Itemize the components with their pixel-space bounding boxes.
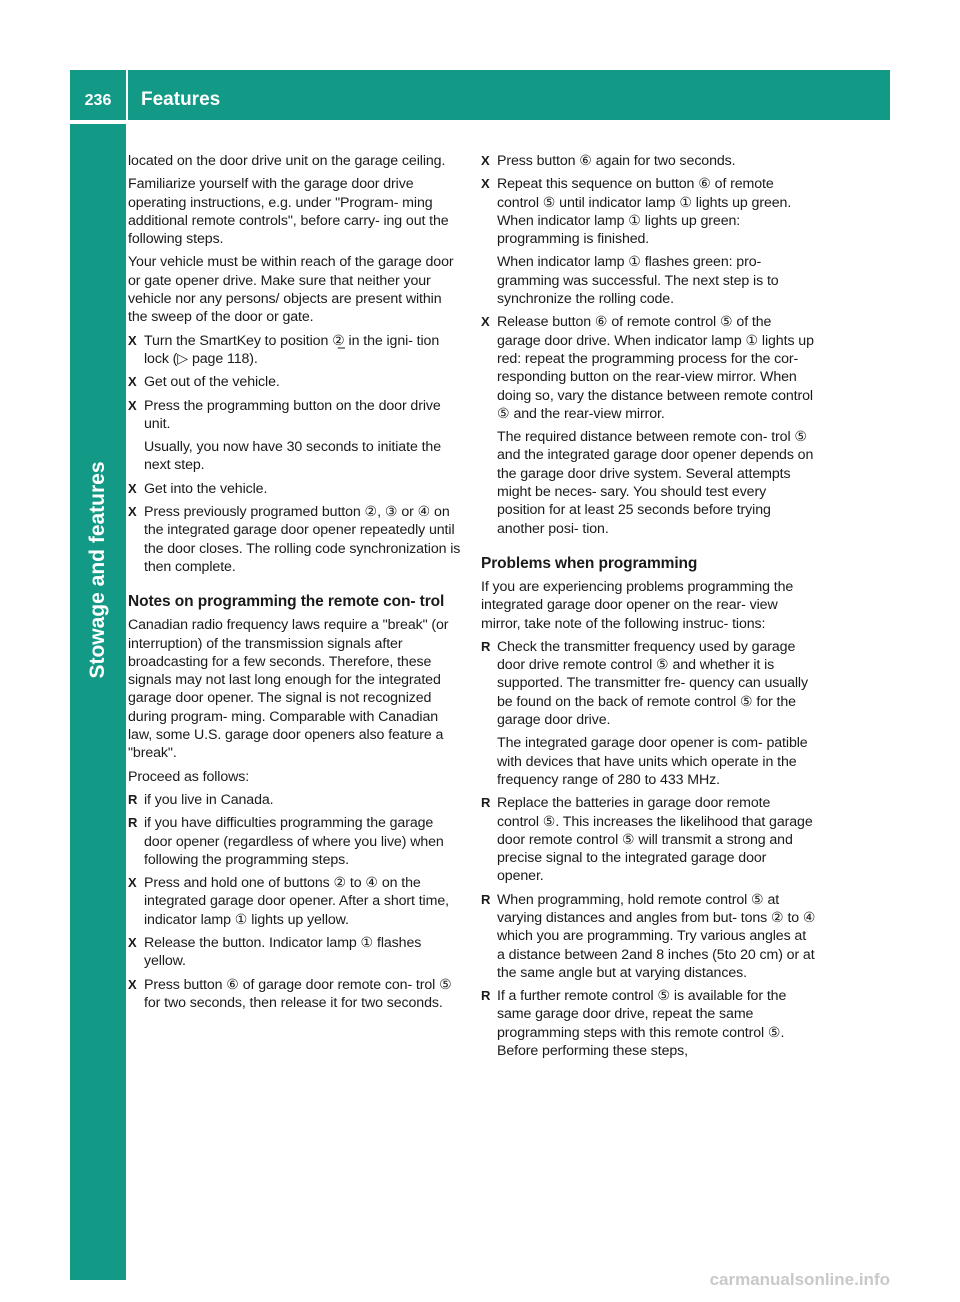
- step-item: [128, 332, 463, 369]
- step-marker-icon: X: [128, 480, 137, 496]
- bullet-marker-icon: R: [481, 988, 491, 1004]
- bullet-text: When programming, hold remote control ⑤ at varying distances and angles from but- tons ② to ④ which you are programming. Try various angles at a distance between 2and 8 inches (5to 20 cm) or at the same angle but at varying distances.: [497, 891, 816, 981]
- step-text: Press previously programed button ②, ③ or ④ on the integrated garage door opener repeatedly until the door closes. The rolling code synchronization is then complete.: [144, 504, 461, 575]
- step-marker-icon: X: [128, 934, 137, 950]
- paragraph: Familiarize yourself with the garage door drive operating instructions, e.g. under "Program- ming additional remote controls", before carry- ing out the following steps.: [128, 176, 449, 248]
- step-text: Release the button. Indicator lamp ① flashes yellow.: [144, 934, 422, 970]
- bullet-text: Check the transmitter frequency used by garage door drive remote control ⑤ and whether it is supported. The transmitter fre- quency can usually be found on the back of remote control ⑤ for the garage door drive.: [497, 638, 808, 729]
- step-item: [481, 313, 816, 538]
- step-item: [128, 976, 463, 1013]
- section-title: Features: [141, 89, 221, 110]
- header-divider: [126, 70, 128, 120]
- step-text: Repeat this sequence on button ⑥ of remote control ⑤ until indicator lamp ① lights up green. When indicator lamp ① lights up green: programming is finished.: [497, 176, 792, 248]
- step-note: The required distance between remote con- trol ⑤ and the integrated garage door opener depends on the garage door drive system. Several attempts might be neces- sary. You should test every position for at least 25 seconds before trying another posi- tion.: [497, 429, 814, 537]
- bullet-text: if you live in Canada.: [144, 791, 274, 808]
- page-number: 236: [84, 92, 112, 109]
- bullet-text: if you have difficulties programming the garage door opener (regardless of where you live) when following the programming steps.: [144, 815, 444, 868]
- step-item: [128, 934, 463, 971]
- step-text: Release button ⑥ of remote control ⑤ of the garage door drive. When indicator lamp ① lights up red: repeat the programming process for the cor- responding button on the rear-view mirror. When doing so, vary the distance between remote control ⑤ and the rear-view mirror.: [497, 314, 814, 422]
- left-column: [128, 152, 463, 1017]
- step-text: Press the programming button on the door drive unit.: [144, 397, 441, 432]
- step-text: Turn the SmartKey to position ②̲ in the igni- tion lock (▷ page 118).: [144, 332, 440, 367]
- bullet-item: [481, 638, 816, 789]
- step-marker-icon: X: [128, 332, 137, 348]
- step-text: Press button ⑥ again for two seconds.: [497, 153, 736, 169]
- step-marker-icon: X: [128, 976, 137, 992]
- section-heading: Problems when programming: [481, 554, 698, 572]
- paragraph: Your vehicle must be within reach of the garage door or gate opener drive. Make sure that neither your vehicle nor any persons/ objects are present within the sweep of the door or gate.: [128, 254, 454, 326]
- bullet-item: [128, 814, 463, 869]
- step-marker-icon: X: [128, 875, 137, 891]
- step-item: [128, 503, 463, 576]
- step-text: Get into the vehicle.: [144, 480, 268, 497]
- step-text: Press and hold one of buttons ② to ④ on the integrated garage door opener. After a short time, indicator lamp ① lights up yellow.: [144, 875, 449, 928]
- bullet-item: [128, 791, 463, 809]
- right-column: [481, 152, 816, 1065]
- paragraph: Canadian radio frequency laws require a "break" (or interruption) of the transmission signals after broadcasting for a few seconds. Therefore, these signals may not last long enough for the integrated garage door opener. The signal is not recognized during program- ming. Comparable with Canadian law, some U.S. garage door openers also feature a "break".: [128, 617, 449, 762]
- step-marker-icon: X: [481, 176, 490, 192]
- step-marker-icon: X: [481, 153, 490, 168]
- step-item: [128, 874, 463, 929]
- bullet-marker-icon: R: [481, 891, 491, 907]
- bullet-item: [481, 891, 816, 982]
- step-marker-icon: X: [481, 314, 490, 330]
- step-item: [481, 152, 816, 170]
- bullet-text: If a further remote control ⑤ is available for the same garage door drive, repeat the same programming steps with this remote control ⑤. Before performing these steps,: [497, 988, 787, 1060]
- step-item: [481, 175, 816, 308]
- step-note: When indicator lamp ① flashes green: pro- gramming was successful. The next step is to synchronize the rolling code.: [497, 254, 779, 308]
- step-item: [128, 397, 463, 475]
- step-marker-icon: X: [128, 374, 137, 390]
- step-item: [128, 373, 463, 391]
- step-marker-icon: X: [128, 397, 137, 413]
- bullet-marker-icon: R: [481, 795, 491, 811]
- bullet-marker-icon: R: [128, 791, 138, 807]
- paragraph: If you are experiencing problems programming the integrated garage door opener on the rear- view mirror, take note of the following instruc- tions:: [481, 578, 794, 632]
- watermark: carmanualsonline.info: [709, 1270, 890, 1289]
- step-item: [128, 480, 463, 498]
- side-tab-label: Stowage and features: [86, 461, 109, 679]
- step-note: Usually, you now have 30 seconds to initiate the next step.: [144, 439, 441, 474]
- section-heading: Notes on programming the remote con- trol: [128, 593, 445, 611]
- step-marker-icon: X: [128, 504, 137, 520]
- bullet-item: [481, 794, 816, 885]
- step-text: Press button ⑥ of garage door remote con- trol ⑤ for two seconds, then release it for two seconds.: [144, 976, 452, 1011]
- paragraph: located on the door drive unit on the garage ceiling.: [128, 153, 446, 169]
- bullet-marker-icon: R: [481, 638, 491, 654]
- step-text: Get out of the vehicle.: [144, 374, 280, 391]
- paragraph: Proceed as follows:: [128, 768, 250, 785]
- bullet-note: The integrated garage door opener is com- patible with devices that have units which operate in the frequency range of 280 to 433 MHz.: [497, 735, 808, 788]
- bullet-text: Replace the batteries in garage door remote control ⑤. This increases the likelihood that garage door remote control ⑤ will transmit a strong and precise signal to the integrated garage door opener.: [497, 795, 813, 885]
- bullet-marker-icon: R: [128, 815, 138, 831]
- bullet-item: [481, 987, 816, 1060]
